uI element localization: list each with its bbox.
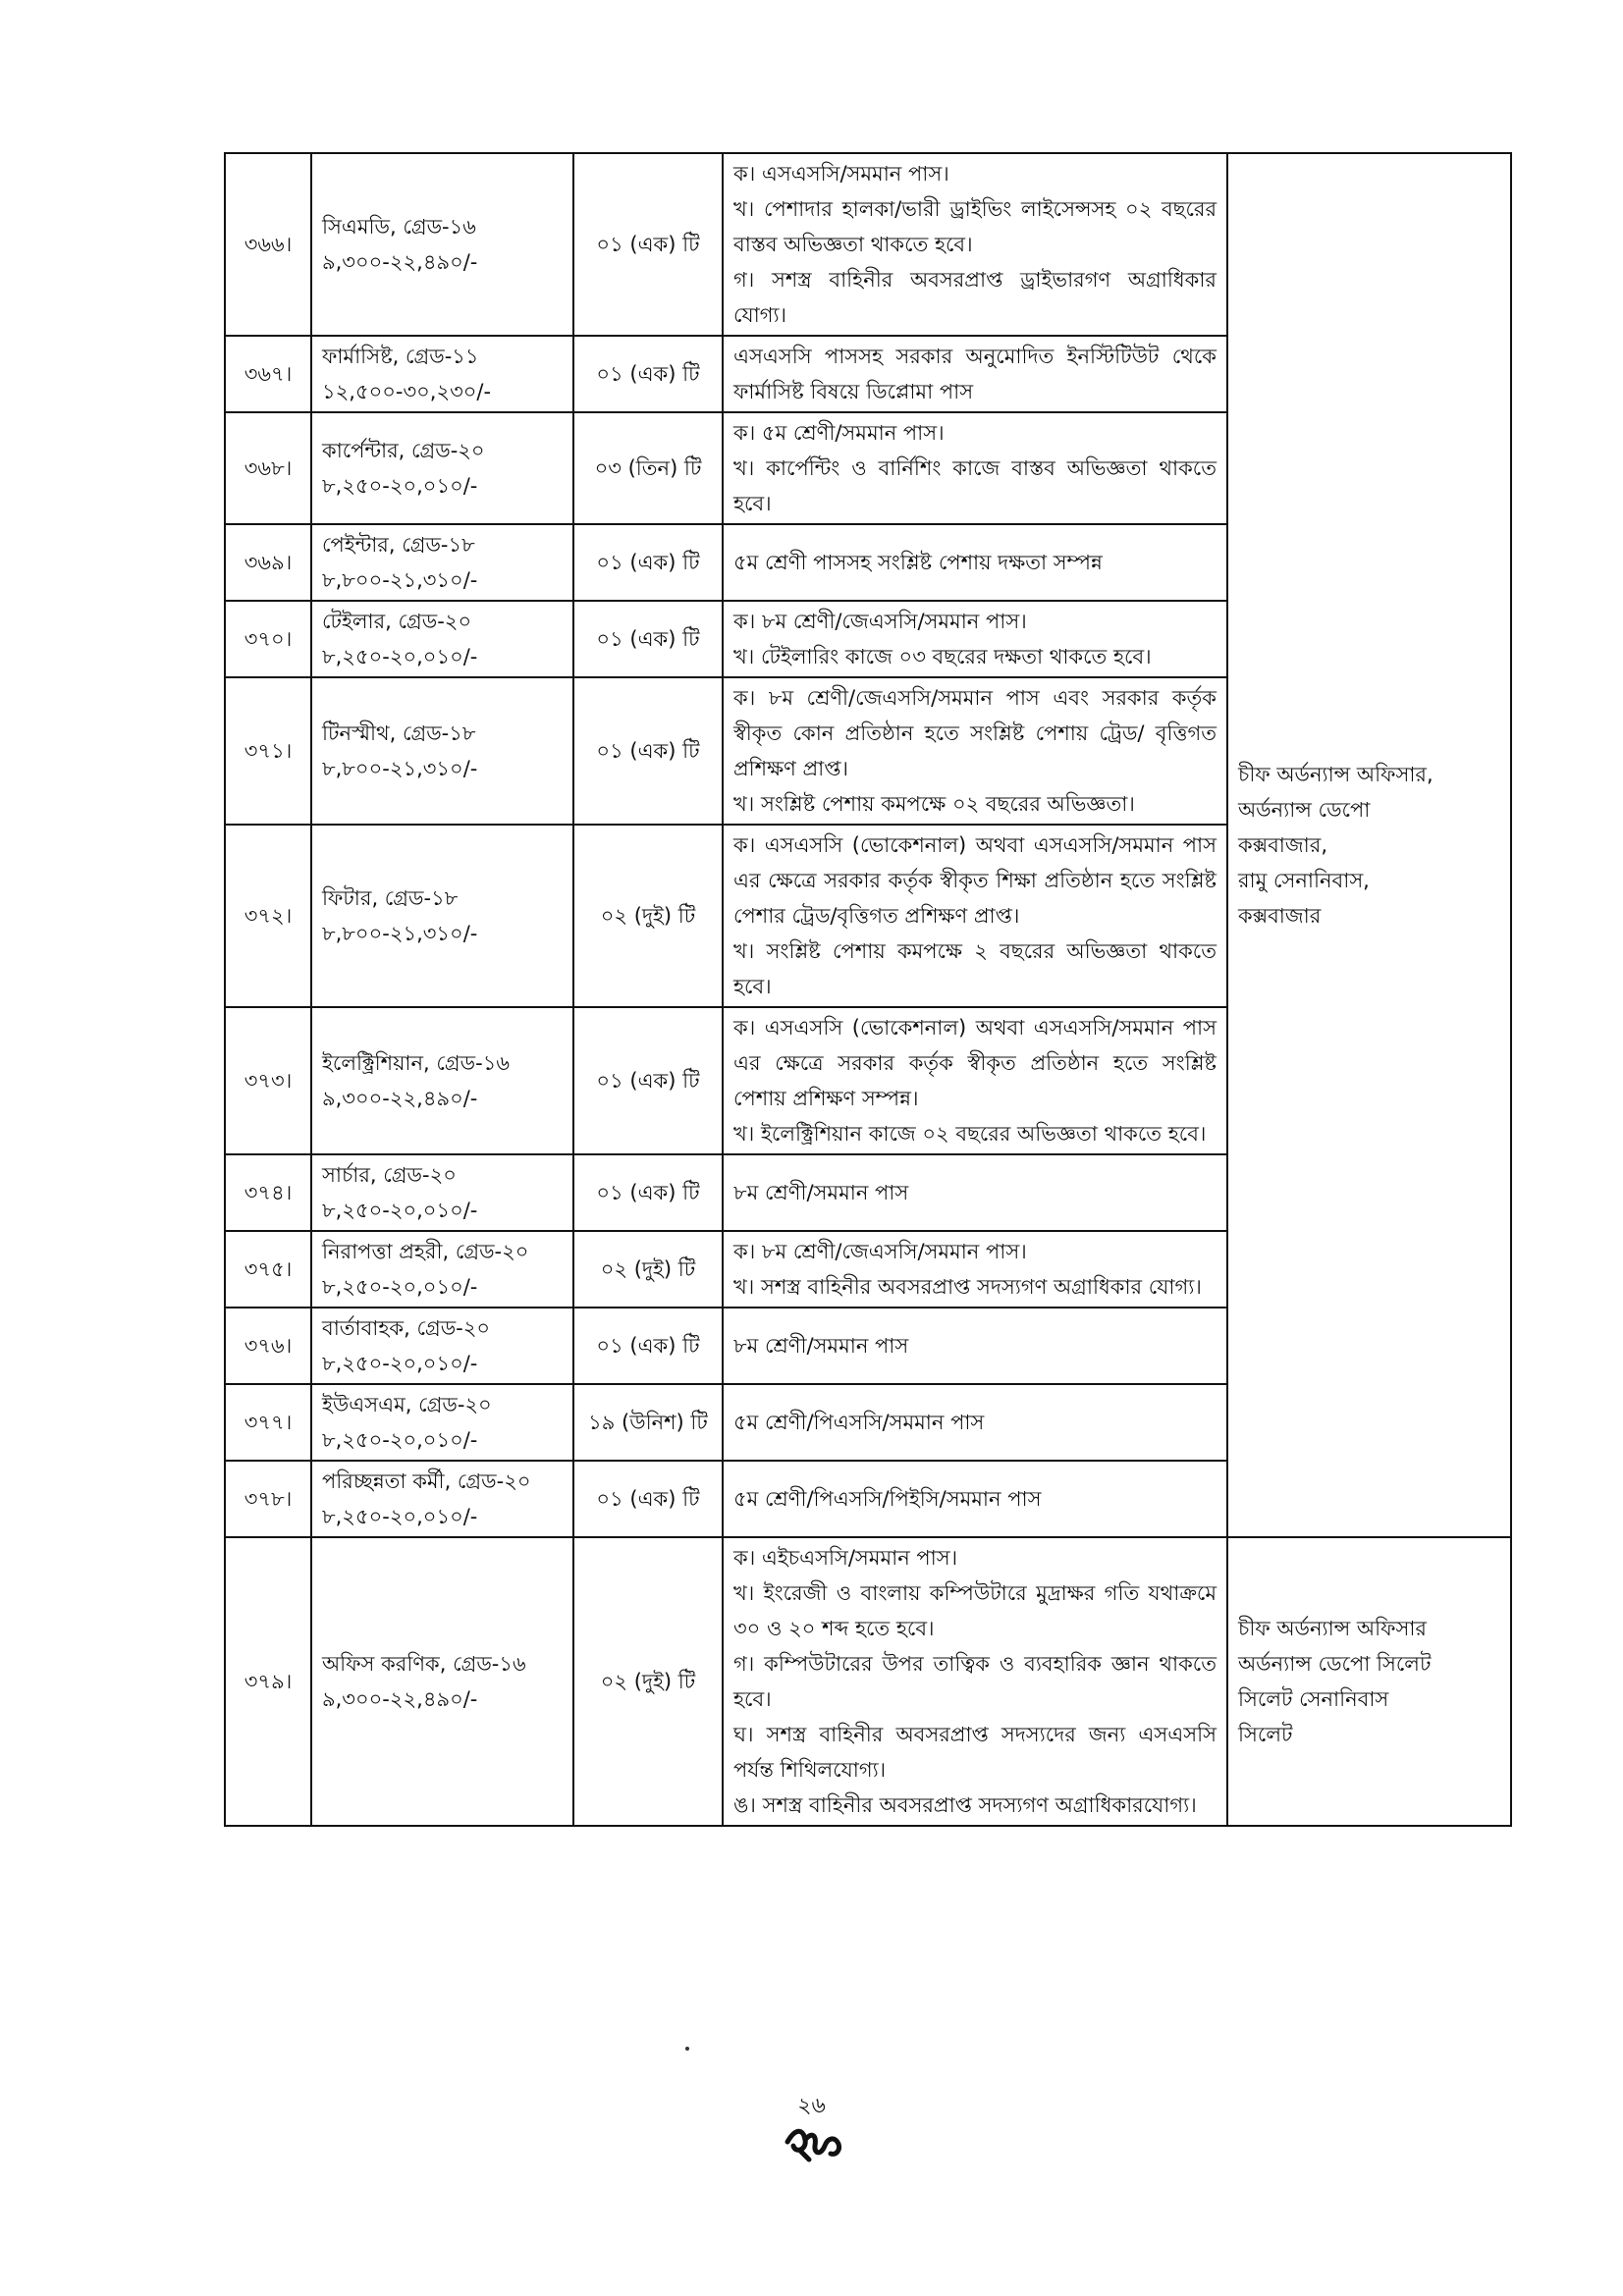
post-title: টেইলার, গ্রেড-২০ (322, 610, 472, 633)
pay-scale: ১২,৫০০-৩০,২৩০/- (322, 380, 492, 403)
qualification-item: ক। ৫ম শ্রেণী/সমমান পাস। (733, 421, 945, 445)
serial-number: ৩৬৬। (225, 153, 311, 336)
qualification (723, 1537, 1227, 1826)
post-title: সিএমডি, গ্রেড-১৬ (322, 215, 476, 239)
post-name-grade (311, 524, 573, 601)
qualification (723, 825, 1227, 1007)
post-count: ০১ (এক) টি (573, 1154, 723, 1231)
post-title: বার্তাবাহক, গ্রেড-২০ (322, 1316, 491, 1340)
post-title: সার্চার, গ্রেড-২০ (322, 1163, 457, 1187)
post-name-grade (311, 1007, 573, 1154)
job-vacancy-table (224, 152, 1512, 1827)
pay-scale: ৯,৩০০-২২,৪৯০/- (322, 250, 478, 274)
qualification (723, 1308, 1227, 1384)
qualification (723, 1154, 1227, 1231)
post-name-grade (311, 1537, 573, 1826)
pay-scale: ৮,২৫০-২০,০১০/- (322, 1505, 478, 1528)
qualification (723, 153, 1227, 336)
serial-number: ৩৭৭। (225, 1384, 311, 1461)
post-count: ০৩ (তিন) টি (573, 412, 723, 524)
post-count: ০১ (এক) টি (573, 524, 723, 601)
qualification-item: ক। ৮ম শ্রেণী/জেএসসি/সমমান পাস এবং সরকার কর্তৃক স্বীকৃত কোন প্রতিষ্ঠান হতে সংশ্লিষ্ট পেশায় ট্রেড/ বৃত্তিগত প্রশিক্ষণ প্রাপ্ত। (733, 686, 1217, 780)
serial-number: ৩৭৪। (225, 1154, 311, 1231)
qualification (723, 1461, 1227, 1537)
qualification-item: ৫ম শ্রেণী/পিএসসি/সমমান পাস (733, 1411, 985, 1434)
pay-scale: ৮,৮০০-২১,৩১০/- (322, 568, 478, 592)
qualification-item: খ। পেশাদার হালকা/ভারী ড্রাইভিং লাইসেন্সসহ ০২ বছরের বাস্তব অভিজ্ঞতা থাকতে হবে। (733, 197, 1217, 256)
serial-number: ৩৭৬। (225, 1308, 311, 1384)
post-name-grade (311, 153, 573, 336)
table-row (225, 1537, 1511, 1826)
post-count: ০১ (এক) টি (573, 677, 723, 825)
qualification-item: ৫ম শ্রেণী পাসসহ সংশ্লিষ্ট পেশায় দক্ষতা সম্পন্ন (733, 551, 1103, 574)
qualification-item: এসএসসি পাসসহ সরকার অনুমোদিত ইনস্টিটিউট থেকে ফার্মাসিষ্ট বিষয়ে ডিপ্লোমা পাস (733, 345, 1217, 403)
qualification-item: খ। টেইলারিং কাজে ০৩ বছরের দক্ষতা থাকতে হবে। (733, 645, 1152, 668)
office-line: চীফ অর্ডন্যান্স অফিসার (1238, 1617, 1427, 1640)
post-count: ০১ (এক) টি (573, 1308, 723, 1384)
post-name-grade (311, 412, 573, 524)
serial-number: ৩৭৮। (225, 1461, 311, 1537)
pay-scale: ৮,৮০০-২১,৩১০/- (322, 922, 478, 945)
qualification (723, 1384, 1227, 1461)
post-name-grade (311, 1461, 573, 1537)
post-title: টিনস্মীথ, গ্রেড-১৮ (322, 721, 476, 745)
qualification-item: ক। ৮ম শ্রেণী/জেএসসি/সমমান পাস। (733, 1240, 1027, 1263)
qualification-item: ক। এসএসসি (ভোকেশনাল) অথবা এসএসসি/সমমান পাস এর ক্ষেত্রে সরকার কর্তৃক স্বীকৃত প্রতিষ্ঠান হতে সংশ্লিষ্ট পেশায় প্রশিক্ষণ সম্পন্ন। (733, 1016, 1217, 1110)
post-count: ০১ (এক) টি (573, 153, 723, 336)
office-line: অর্ডন্যান্স ডেপো (1238, 798, 1371, 822)
qualification-item: গ। সশস্ত্র বাহিনীর অবসরপ্রাপ্ত ড্রাইভারগণ অগ্রাধিকার যোগ্য। (733, 268, 1217, 327)
post-count: ০১ (এক) টি (573, 1461, 723, 1537)
office-line: সিলেট সেনানিবাস (1238, 1687, 1389, 1711)
post-title: কার্পেন্টার, গ্রেড-২০ (322, 439, 485, 462)
pay-scale: ৮,২৫০-২০,০১০/- (322, 1428, 478, 1452)
qualification-item: খ। সংশ্লিষ্ট পেশায় কমপক্ষে ০২ বছরের অভিজ্ঞতা। (733, 792, 1135, 816)
post-name-grade (311, 1384, 573, 1461)
office-line: রামু সেনানিবাস, (1238, 869, 1370, 892)
post-name-grade (311, 1308, 573, 1384)
qualification (723, 412, 1227, 524)
appointing-office (1227, 153, 1511, 1537)
pay-scale: ৮,২৫০-২০,০১০/- (322, 1352, 478, 1375)
serial-number: ৩৭৯। (225, 1537, 311, 1826)
qualification-item: ৮ম শ্রেণী/সমমান পাস (733, 1334, 909, 1358)
office-line: কক্সবাজার, (1238, 833, 1328, 857)
post-title: অফিস করণিক, গ্রেড-১৬ (322, 1652, 526, 1676)
qualification (723, 1007, 1227, 1154)
qualification-item: ৫ম শ্রেণী/পিএসসি/পিইসি/সমমান পাস (733, 1487, 1042, 1511)
post-count: ০২ (দুই) টি (573, 1231, 723, 1308)
post-title: নিরাপত্তা প্রহরী, গ্রেড-২০ (322, 1240, 529, 1263)
qualification-item: খ। ইংরেজী ও বাংলায় কম্পিউটারে মুদ্রাক্ষর গতি যথাক্রমে ৩০ ও ২০ শব্দ হতে হবে। (733, 1581, 1217, 1640)
serial-number: ৩৭৩। (225, 1007, 311, 1154)
post-count: ০১ (এক) টি (573, 336, 723, 412)
qualification-item: গ। কম্পিউটারের উপর তাত্বিক ও ব্যবহারিক জ্ঞান থাকতে হবে। (733, 1652, 1217, 1711)
post-count: ০২ (দুই) টি (573, 1537, 723, 1826)
serial-number: ৩৭৫। (225, 1231, 311, 1308)
office-line: অর্ডন্যান্স ডেপো সিলেট (1238, 1652, 1432, 1676)
qualification-item: খ। ইলেক্ট্রিশিয়ান কাজে ০২ বছরের অভিজ্ঞতা থাকতে হবে। (733, 1122, 1207, 1146)
table-body (225, 153, 1511, 1826)
post-name-grade (311, 825, 573, 1007)
serial-number: ৩৬৮। (225, 412, 311, 524)
post-count: ০১ (এক) টি (573, 1007, 723, 1154)
qualification (723, 601, 1227, 677)
qualification-item: ঘ। সশস্ত্র বাহিনীর অবসরপ্রাপ্ত সদস্যদের জন্য এসএসসি পর্যন্ত শিথিলযোগ্য। (733, 1723, 1217, 1782)
pay-scale: ৮,২৫০-২০,০১০/- (322, 645, 478, 668)
post-name-grade (311, 677, 573, 825)
signature-initial (782, 2120, 850, 2164)
pay-scale: ৮,২৫০-২০,০১০/- (322, 474, 478, 498)
serial-number: ৩৬৭। (225, 336, 311, 412)
post-count: ১৯ (উনিশ) টি (573, 1384, 723, 1461)
appointing-office (1227, 1537, 1511, 1826)
pay-scale: ৮,২৫০-২০,০১০/- (322, 1275, 478, 1299)
serial-number: ৩৭০। (225, 601, 311, 677)
pay-scale: ৯,৩০০-২২,৪৯০/- (322, 1687, 478, 1711)
post-name-grade (311, 336, 573, 412)
table-row (225, 153, 1511, 336)
qualification (723, 677, 1227, 825)
post-name-grade (311, 1154, 573, 1231)
qualification (723, 336, 1227, 412)
qualification (723, 524, 1227, 601)
post-title: ইউএসএম, গ্রেড-২০ (322, 1393, 492, 1416)
qualification-item: খ। সশস্ত্র বাহিনীর অবসরপ্রাপ্ত সদস্যগণ অগ্রাধিকার যোগ্য। (733, 1275, 1202, 1299)
serial-number: ৩৭২। (225, 825, 311, 1007)
serial-number: ৩৬৯। (225, 524, 311, 601)
qualification-item: ক। এসএসসি (ভোকেশনাল) অথবা এসএসসি/সমমান পাস এর ক্ষেত্রে সরকার কর্তৃক স্বীকৃত শিক্ষা প্রতিষ্ঠান হতে সংশ্লিষ্ট পেশার ট্রেড/বৃত্তিগত প্রশিক্ষণ প্রাপ্ত। (733, 833, 1217, 928)
qualification-item: ৮ম শ্রেণী/সমমান পাস (733, 1181, 909, 1204)
post-title: পরিচ্ছন্নতা কর্মী, গ্রেড-২০ (322, 1469, 531, 1493)
pay-scale: ৮,৮০০-২১,৩১০/- (322, 757, 478, 780)
post-name-grade (311, 601, 573, 677)
pay-scale: ৯,৩০০-২২,৪৯০/- (322, 1087, 478, 1110)
qualification-item: ক। এইচএসসি/সমমান পাস। (733, 1546, 958, 1570)
post-title: ফার্মাসিষ্ট, গ্রেড-১১ (322, 345, 479, 368)
qualification-item: খ। কার্পেন্টিং ও বার্নিশিং কাজে বাস্তব অভিজ্ঞতা থাকতে হবে। (733, 456, 1217, 515)
office-line: কক্সবাজার (1238, 904, 1322, 928)
post-count: ০১ (এক) টি (573, 601, 723, 677)
office-line: সিলেট (1238, 1723, 1293, 1746)
post-title: পেইন্টার, গ্রেড-১৮ (322, 533, 475, 557)
post-title: ফিটার, গ্রেড-১৮ (322, 886, 459, 910)
qualification-item: ঙ। সশস্ত্র বাহিনীর অবসরপ্রাপ্ত সদস্যগণ অগ্রাধিকারযোগ্য। (733, 1793, 1197, 1817)
serial-number: ৩৭১। (225, 677, 311, 825)
stray-dot (685, 2047, 689, 2051)
post-name-grade (311, 1231, 573, 1308)
pay-scale: ৮,২৫০-২০,০১০/- (322, 1199, 478, 1222)
qualification-item: খ। সংশ্লিষ্ট পেশায় কমপক্ষে ২ বছরের অভিজ্ঞতা থাকতে হবে। (733, 939, 1217, 998)
office-line: চীফ অর্ডন্যান্স অফিসার, (1238, 763, 1434, 786)
qualification-item: ক। ৮ম শ্রেণী/জেএসসি/সমমান পাস। (733, 610, 1027, 633)
post-count: ০২ (দুই) টি (573, 825, 723, 1007)
post-title: ইলেক্ট্রিশিয়ান, গ্রেড-১৬ (322, 1051, 510, 1075)
page-number: ২৬ (797, 2094, 826, 2118)
qualification (723, 1231, 1227, 1308)
qualification-item: ক। এসএসসি/সমমান পাস। (733, 162, 949, 186)
